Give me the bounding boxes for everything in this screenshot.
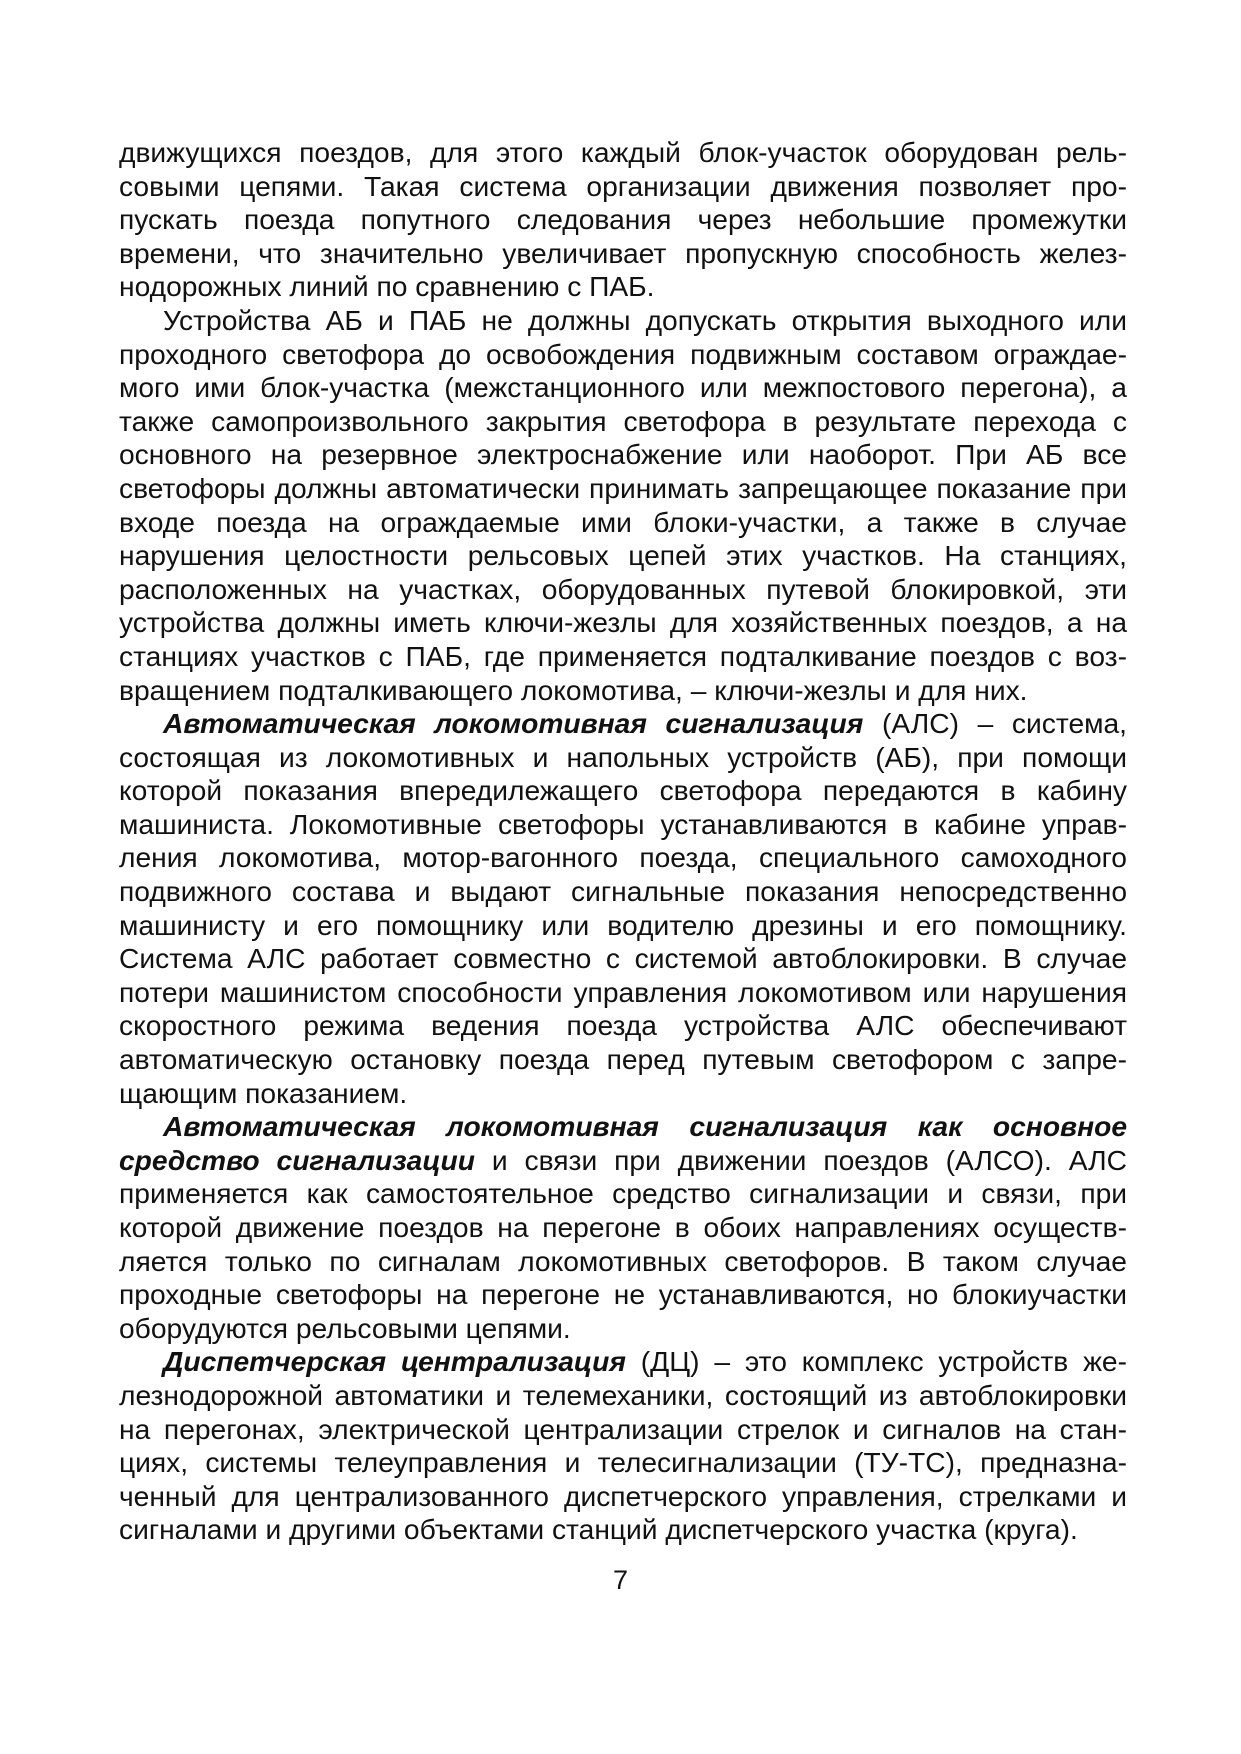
body-text: [119, 136, 1127, 1547]
paragraph-text: (АЛС) – система, состоящая из локомотивных и напольных устройств (АБ), при помощи которой показания впередилежащего светофора передаются в кабину машиниста. Локомотивные светофоры устанавливаются в кабине управления локомотива, мотор-вагонного поезда, специального самоходного подвижного состава и выдают сигнальные показания непосредственно машинисту и его помощнику или водителю дрезины и его помощнику. Система АЛС работает совместно с системой автоблокировки. В случае потери машинистом способности управления локомотивом или нарушения скоростного режима ведения поезда устройства АЛС обеспечивают автоматическую остановку поезда перед путевым светофором с запрещающим показанием.: [119, 707, 1128, 1109]
term-als: Автоматическая локомотивная сигнализация: [163, 707, 864, 740]
paragraph-also: [119, 1110, 1127, 1345]
term-dc: Диспетчерская централизация: [163, 1345, 626, 1378]
paragraph-text: Устройства АБ и ПАБ не должны допускать открытия выходного или проходного светофора до освобождения подвижным составом ограждаемого ими блок-участка (межстанционного или межпостового перегона), а также самопроизвольного закрытия светофора в результате перехода с основного на резервное электроснабжение или наоборот. При АБ все светофоры должны автоматически принимать запрещающее показание при входе поезда на ограждаемые ими блоки-участки, а также в случае нарушения целостности рельсовых цепей этих участков. На станциях, расположенных на участках, оборудованных путевой блокировкой, эти устройства должны иметь ключи-жезлы для хозяйственных поездов, а на станциях участков с ПАБ, где применяется подталкивание поездов с возвращением подталкивающего локомотива, – ключи-жезлы и для них.: [119, 303, 1127, 706]
paragraph-text: (ДЦ) – это комплекс устройств железнодорожной автоматики и телемеханики, состоящий из автоблокировки на перегонах, электрической централизации стрелок и сигналов на станциях, системы телеуправления и телесигнализации (ТУ-ТС), предназначенный для централизованного диспетчерского управления, стрелками и сигналами и другими объектами станций диспетчерского участка (круга).: [119, 1345, 1127, 1546]
paragraph-als: [119, 707, 1127, 1110]
paragraph-text: движущихся поездов, для этого каждый блок-участок оборудован рельсовыми цепями. Такая система организации движения позволяет пропускать поезда попутного следования через небольшие промежутки времени, что значительно увеличивает пропускную способность железнодорожных линий по сравнению с ПАБ.: [119, 136, 1127, 303]
page-number: 7: [612, 1565, 629, 1595]
paragraph-text: и связи при движении поездов (АЛСО). АЛС применяется как самостоятельное средство сигнализации и связи, при которой движение поездов на перегоне в обоих направлениях осуществляется только по сигналам локомотивных светофоров. В таком случае проходные светофоры на перегоне не устанавливаются, но блокиучастки оборудуются рельсовыми цепями.: [119, 1143, 1127, 1344]
term-also: Автоматическая локомотивная сигнализация как основное средство сигнализации: [119, 1110, 1127, 1176]
paragraph-continuation: [119, 136, 1127, 304]
paragraph-ab-pab-devices: [119, 304, 1127, 707]
paragraph-dc: [119, 1345, 1127, 1547]
